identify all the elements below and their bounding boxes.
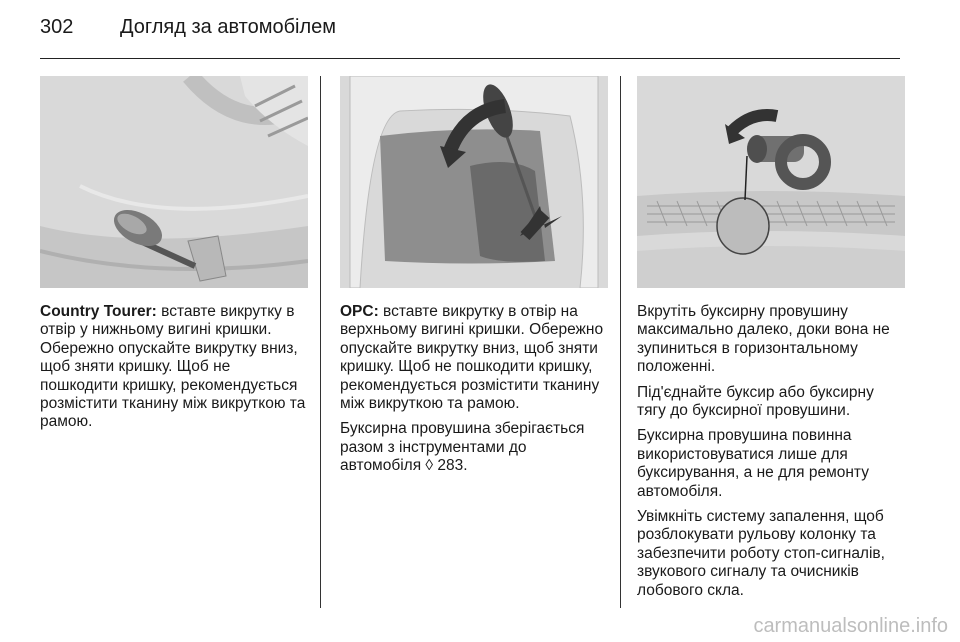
paragraph xyxy=(637,303,905,377)
lead-label: Country Tourer: xyxy=(40,303,157,320)
paragraph-text: Вкрутіть буксирну провушину максимально далеко, доки вона не зупиниться в горизонтальному положенні. xyxy=(637,303,890,376)
page-title: Догляд за автомобілем xyxy=(120,16,337,38)
column-country-tourer xyxy=(40,76,308,439)
paragraph-text: Під'єднайте буксир або буксирну тягу до буксирної провушини. xyxy=(637,383,874,420)
paragraph xyxy=(637,427,905,501)
towing-eye-screw-in-illustration xyxy=(637,76,905,288)
lead-label: OPC: xyxy=(340,303,379,320)
paragraph-text: вставте викрутку в отвір у нижньому вигині кришки. Обережно опускайте викрутку вниз, щоб зняти кришку. Щоб не пошкодити кришку, рекомендується розмістити тканину між викруткою та рамою. xyxy=(40,303,306,431)
header-rule xyxy=(40,58,900,59)
paragraph xyxy=(340,420,608,475)
column-divider xyxy=(620,76,621,608)
screwdriver-under-lower-cover-illustration xyxy=(40,76,308,288)
page-reference-link[interactable]: 283. xyxy=(437,457,468,475)
column-divider xyxy=(320,76,321,608)
column-opc xyxy=(340,76,608,483)
page-number: 302 xyxy=(40,16,74,38)
paragraph-text: Увімкніть систему запалення, щоб розблокувати рульову колонку та забезпечити роботу стоп-сигналів, звукового сигналу та очисників лобового скла. xyxy=(637,508,885,599)
paragraph-text: Буксирна провушина повинна використовуватися лише для буксирування, а не для ремонту автомобіля. xyxy=(637,427,869,500)
paragraph xyxy=(637,508,905,600)
paragraph-text: Буксирна провушина зберігається разом з інструментами до автомобіля xyxy=(340,420,585,475)
column-towing-eye xyxy=(637,76,905,607)
paragraph xyxy=(40,303,308,432)
paragraph xyxy=(340,303,608,413)
page-reference-icon: ◊ xyxy=(425,457,434,475)
screwdriver-upper-cover-illustration xyxy=(340,76,608,288)
paragraph xyxy=(637,384,905,421)
paragraph-text: вставте викрутку в отвір на верхньому вигині кришки. Обережно опускайте викрутку вниз, щоб зняти кришку. Щоб не пошкодити кришку, рекомендується розмістити тканину між викруткою та рамою. xyxy=(340,303,604,413)
watermark: carmanualsonline.info xyxy=(753,615,948,637)
